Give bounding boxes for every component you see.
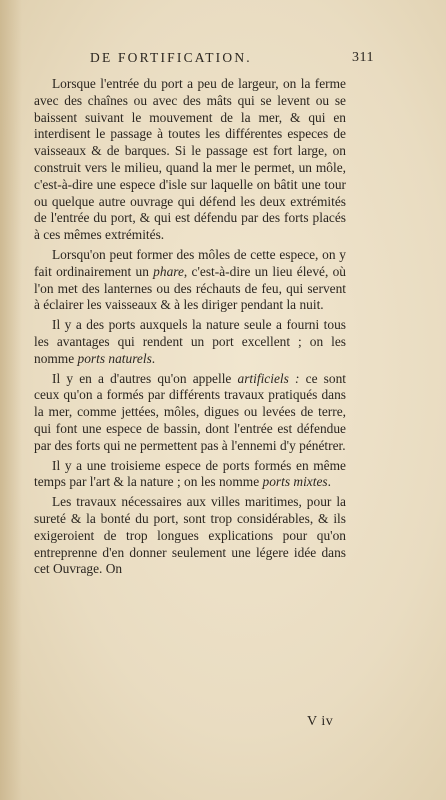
page-number: 311 [352, 50, 374, 65]
paragraph-text: Lorsque l'entrée du port a peu de largeur, on la ferme avec des chaînes ou avec des mâts qui se levent ou se baissent suivant le mouvement de la mer, & qui en interdisent le passage à toutes les différentes especes de vaisseaux & de barques. Si le passage est fort large, on construit vers le milieu, quand la mer le permet, un môle, c'est-à-dire une espece d'isle sur laquelle on bâtit une tour ou quelque autre ouvrage qui défend les deux extrémités de l'entrée du port, & qui est défendu par des forts placés à ces mêmes extrémités. [34, 76, 346, 243]
paragraph-phare [34, 247, 346, 314]
paragraph-text: Lorsqu'on peut former des môles de cette espece, on y fait ordinairement un [34, 246, 346, 279]
paragraph-text: Il y en a d'autres qu'on appelle [52, 370, 238, 386]
paragraph-port-entrance [34, 76, 346, 244]
signature-mark: V iv [307, 714, 334, 729]
italic-term: ports naturels [77, 350, 152, 366]
paragraph-text: , c'est-à-dire un lieu élevé, où l'on met des lanternes ou des réchauts de feu, qui servent à éclairer les vaisseaux & à les diriger pendant la nuit. [34, 263, 347, 313]
paragraph-ports-mixtes [34, 458, 346, 492]
running-title: DE FORTIFICATION. [90, 50, 252, 65]
paragraph-text: Les travaux nécessaires aux villes maritimes, pour la sureté & la bonté du port, sont trop considérables, & ils exigeroient de trop longues explications pour qu'on entreprenne d'en donner seulement une légere idée dans cet Ouvrage. On [34, 494, 346, 577]
body-text [34, 76, 346, 581]
paragraph-travaux [34, 494, 346, 578]
paragraph-text: Il y a une troisieme espece de ports formés en même temps par l'art & la nature ; on les nomme [34, 457, 346, 490]
italic-term: phare [153, 263, 184, 279]
italic-term: artificiels : [237, 370, 300, 386]
italic-term: ports mixtes [262, 474, 328, 490]
paragraph-ports-artificiels [34, 371, 346, 455]
paragraph-ports-naturels [34, 317, 346, 367]
paragraph-text: . [327, 474, 331, 490]
page-header [34, 50, 374, 70]
paragraph-text: . [151, 350, 156, 366]
paragraph-text: ce sont ceux qu'on a formés par différents travaux pratiqués dans la mer, comme jettées, môles, digues ou levées de terre, qui font une espece de bassin, dont l'entrée est défendue par des forts qui ne permettent pas à l'ennemi d'y pénétrer. [34, 370, 346, 453]
paragraph-text: Il y a des ports auxquels la nature seule a fourni tous les avantages qui rendent un port excellent ; on les nomme [34, 317, 346, 366]
